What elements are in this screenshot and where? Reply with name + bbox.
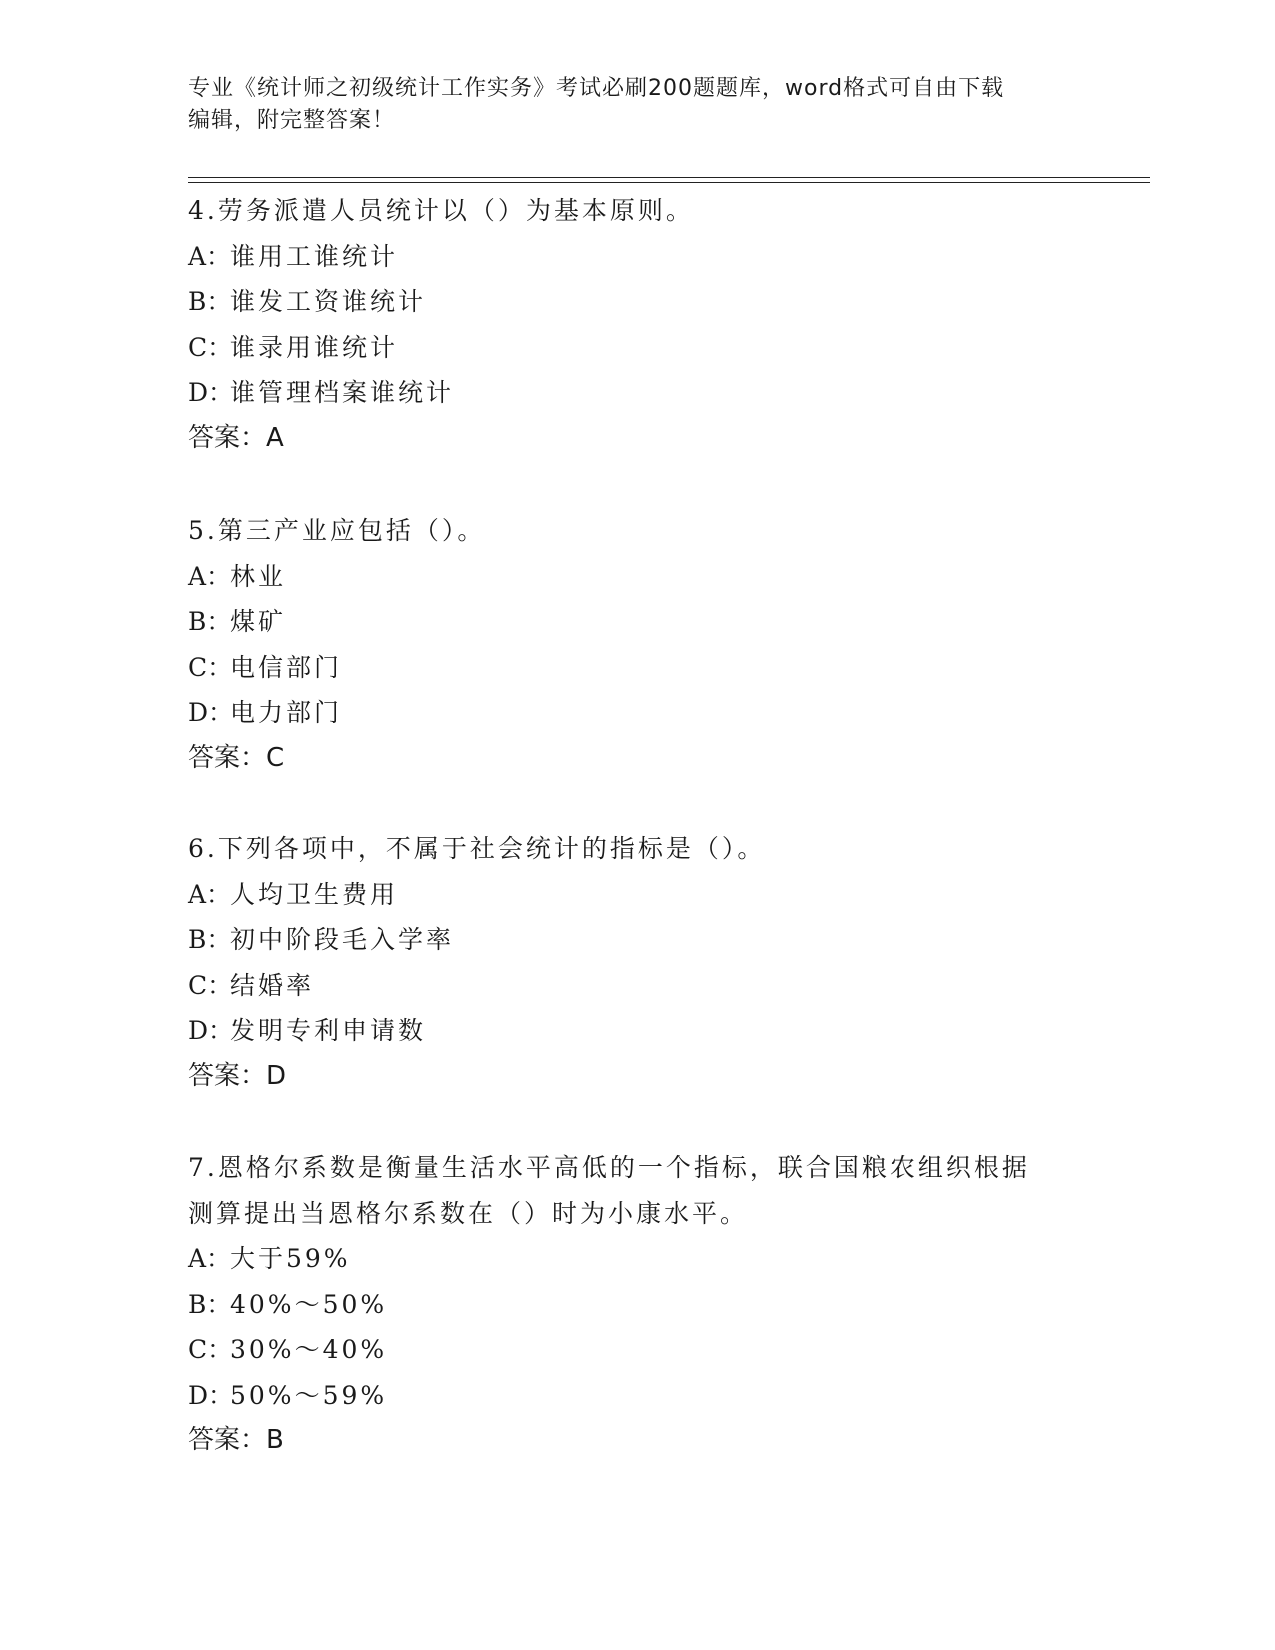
question-6 [188,826,1088,1099]
option-letter: D： [188,378,234,407]
option-letter: C： [188,652,233,682]
option-text: 谁录用谁统计 [230,332,399,362]
question-4 [188,188,1088,461]
option-d [188,1008,1088,1054]
option-text: 初中阶段毛入学率 [230,925,455,954]
option-letter: B： [188,925,232,954]
option-letter: A： [188,1244,232,1273]
option-d [188,690,1088,736]
option-letter: B： [188,287,232,316]
option-letter: A： [188,879,232,909]
option-text: 谁发工资谁统计 [230,287,427,316]
option-letter: C： [188,332,233,362]
option-text: 发明专利申请数 [230,1016,427,1045]
question-text-line-2: 测算提出当恩格尔系数在（）时为小康水平。 [188,1198,749,1228]
option-a [188,872,1088,918]
option-d [188,370,1088,416]
option-letter: B： [188,607,232,636]
option-text: 结婚率 [230,970,315,1000]
option-b [188,917,1088,963]
option-c [188,1327,1088,1373]
option-letter: A： [188,241,232,271]
option-text: 林业 [230,561,287,591]
question-text: 5.第三产业应包括（）。 [188,516,486,545]
header-line-2: 编辑，附完整答案！ [188,108,396,133]
header-divider-bottom [188,182,1150,183]
option-a [188,1236,1088,1282]
option-text: 谁用工谁统计 [230,241,399,271]
option-b [188,279,1088,325]
option-letter: D： [188,1016,234,1045]
option-text: 电力部门 [230,698,343,727]
question-7 [188,1145,1088,1464]
option-text: 30%～40% [230,1335,388,1364]
option-b [188,599,1088,645]
question-text: 4.劳务派遣人员统计以（）为基本原则。 [188,196,694,225]
option-letter: D： [188,1380,234,1410]
option-a [188,234,1088,280]
question-text: 6.下列各项中，不属于社会统计的指标是（）。 [188,834,766,863]
header-line-1: 专业《统计师之初级统计工作实务》考试必刷200题题库，word格式可自由下载 [188,76,1005,101]
document-header [188,73,1068,137]
option-letter: B： [188,1289,232,1319]
option-d [188,1373,1088,1419]
option-text: 谁管理档案谁统计 [230,378,455,407]
option-text: 大于59% [230,1244,351,1273]
option-text: 电信部门 [230,652,343,682]
option-c [188,325,1088,371]
option-text: 40%～50% [230,1289,388,1319]
option-text: 煤矿 [230,607,287,636]
question-text-line-1: 7.恩格尔系数是衡量生活水平高低的一个指标，联合国粮农组织根据 [188,1153,1030,1182]
answer-label: 答案：A [188,422,284,453]
answer-label: 答案：C [188,742,285,773]
option-text: 人均卫生费用 [230,879,399,909]
option-c [188,645,1088,691]
option-text: 50%～59% [230,1380,388,1410]
option-a [188,554,1088,600]
question-5 [188,508,1088,781]
option-b [188,1282,1088,1328]
answer-label: 答案：D [188,1060,287,1091]
header-divider-top [188,177,1150,178]
option-letter: D： [188,698,234,727]
answer-label: 答案：B [188,1425,284,1455]
option-c [188,963,1088,1009]
option-letter: A： [188,561,232,591]
option-letter: C： [188,970,233,1000]
option-letter: C： [188,1335,233,1364]
